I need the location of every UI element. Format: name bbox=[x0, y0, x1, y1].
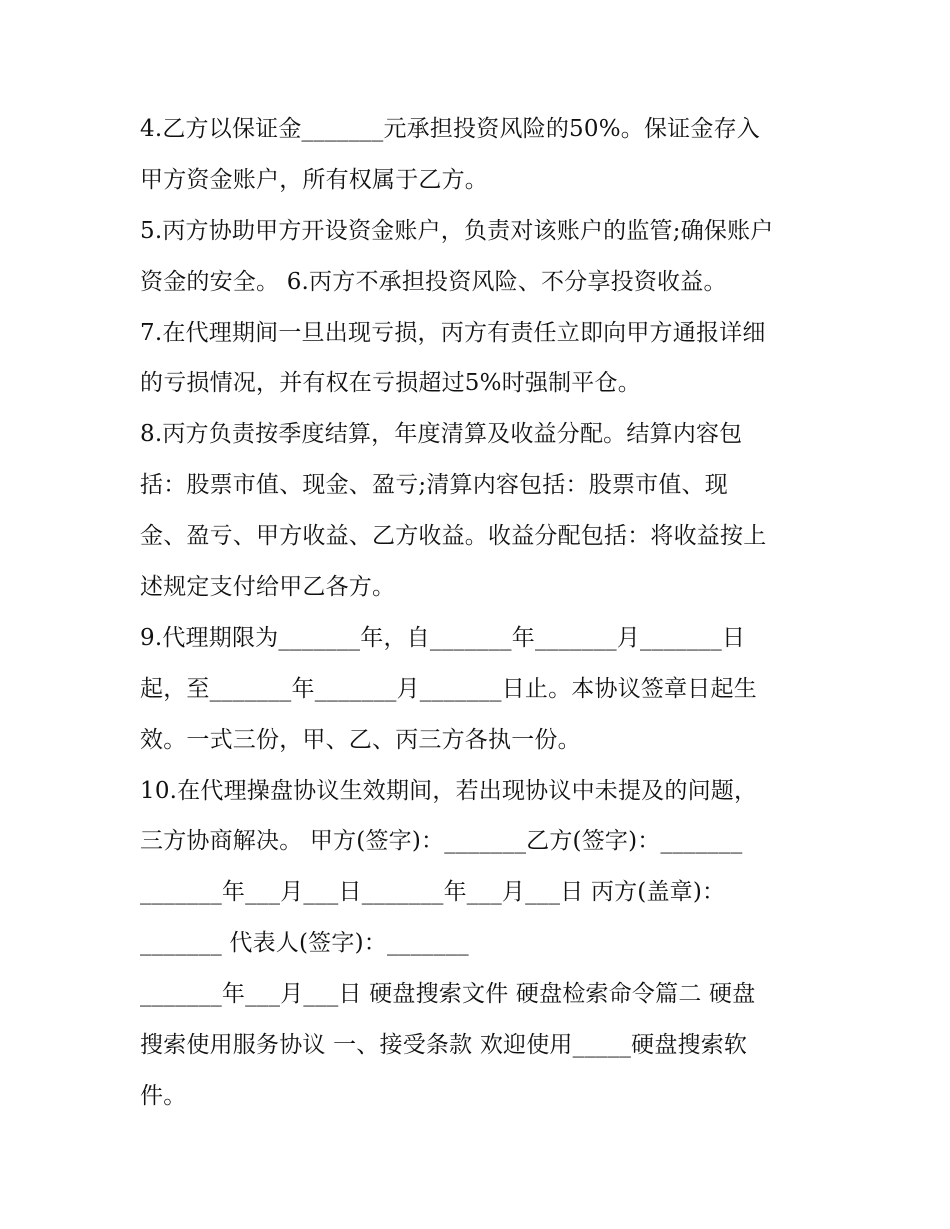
text-line: 金、盈亏、甲方收益、乙方收益。收益分配包括：将收益按上 bbox=[140, 523, 767, 550]
text-line: 括：股票市值、现金、盈亏;清算内容包括：股票市值、现 bbox=[140, 472, 728, 499]
text-line: 三方协商解决。 甲方(签字)：_______乙方(签字)：_______ bbox=[140, 828, 743, 855]
text-line: 搜索使用服务协议 一、接受条款 欢迎使用_____硬盘搜索软 bbox=[140, 1032, 748, 1059]
text-line: 效。一式三份，甲、乙、丙三方各执一份。 bbox=[140, 726, 581, 753]
text-line: 10.在代理操盘协议生效期间，若出现协议中未提及的问题， bbox=[140, 777, 758, 804]
agreement-body bbox=[140, 104, 830, 1122]
text-line: 起，至_______年_______月_______日止。本协议签章日起生 bbox=[140, 675, 757, 702]
text-line: 件。 bbox=[140, 1082, 187, 1109]
text-line: _______年___月___日_______年___月___日 丙方(盖章)： bbox=[140, 879, 726, 906]
text-line: 9.代理期限为_______年，自_______年_______月_______日 bbox=[140, 624, 746, 651]
text-line: 甲方资金账户，所有权属于乙方。 bbox=[140, 166, 488, 193]
text-line: 7.在代理期间一旦出现亏损，丙方有责任立即向甲方通报详细 bbox=[140, 319, 766, 346]
text-line: _______年___月___日 硬盘搜索文件 硬盘检索命令篇二 硬盘 bbox=[140, 981, 756, 1008]
text-line: 4.乙方以保证金_______元承担投资风险的50%。保证金存入 bbox=[140, 116, 760, 142]
text-line: 8.丙方负责按季度结算，年度清算及收益分配。结算内容包 bbox=[140, 421, 743, 448]
text-line: _______ 代表人(签字)：_______ bbox=[140, 930, 469, 957]
text-line: 述规定支付给甲乙各方。 bbox=[140, 574, 396, 601]
text-line: 资金的安全。 6.丙方不承担投资风险、不分享投资收益。 bbox=[140, 268, 727, 295]
text-line: 的亏损情况，并有权在亏损超过5%时强制平仓。 bbox=[140, 370, 641, 397]
text-line: 5.丙方协助甲方开设资金账户，负责对该账户的监管;确保账户 bbox=[140, 217, 774, 244]
